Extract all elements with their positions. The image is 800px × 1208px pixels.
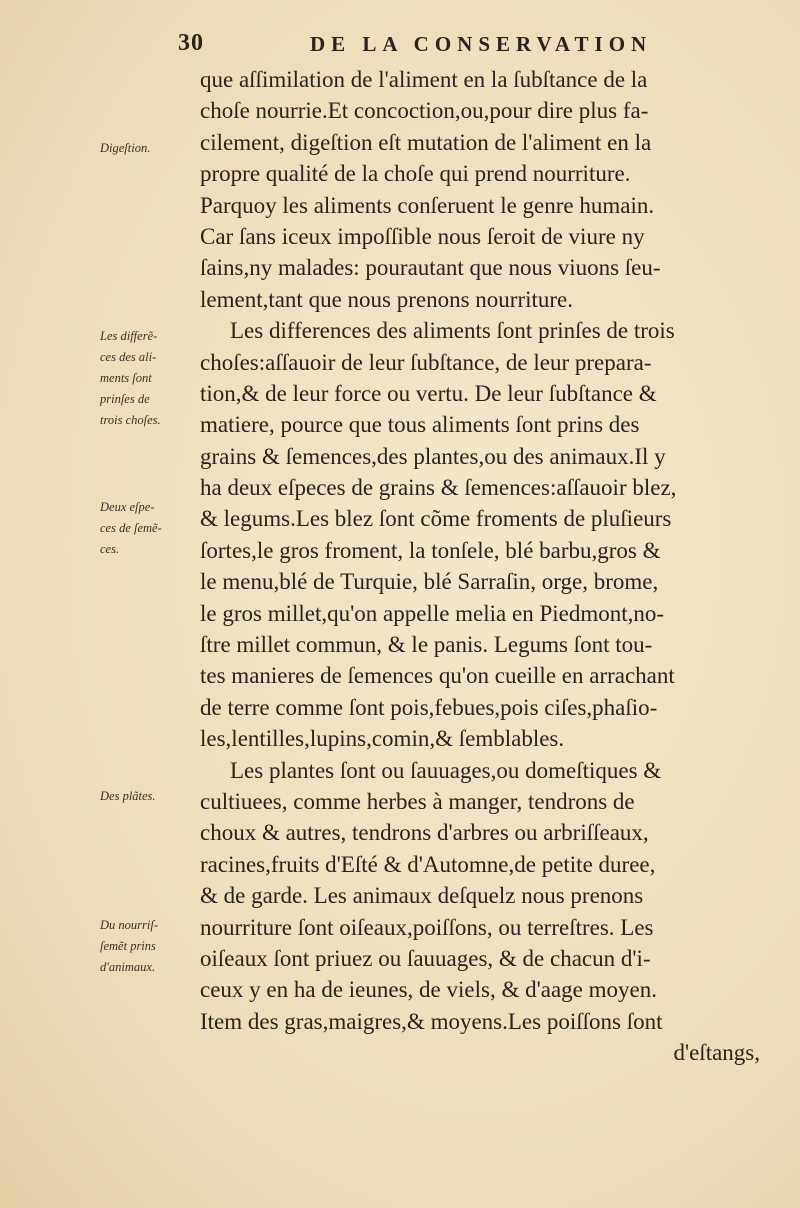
- text-line: cilement, digeſtion eſt mutation de l'aliment en la: [200, 129, 652, 155]
- text-line: tes manieres de ſemences qu'on cueille en arrachant: [200, 663, 675, 689]
- margin-note-animals: [100, 915, 196, 978]
- text-line: propre qualité de la choſe qui prend nourriture.: [200, 161, 631, 187]
- main-text-block: [200, 64, 780, 1069]
- margin-note-plants: [100, 786, 196, 807]
- margin-note-line: Digeſtion.: [100, 141, 151, 155]
- margin-note-line: Du nourriſ-: [100, 918, 158, 932]
- margin-note-line: prinſes de: [100, 392, 150, 406]
- text-line: Item des gras,maigres,& moyens.Les poiſſons ſont: [200, 1008, 663, 1034]
- margin-note-line: ces de ſemẽ-: [100, 521, 162, 535]
- margin-note-line: trois choſes.: [100, 413, 161, 427]
- margin-note-seeds: [100, 497, 196, 560]
- text-line: cultiuees, comme herbes à manger, tendrons de: [200, 788, 635, 814]
- margin-note-line: Les differẽ-: [100, 329, 158, 343]
- margin-note-differences: [100, 326, 196, 431]
- margin-note-line: Des plãtes.: [100, 789, 156, 803]
- text-line: choſes:aſſauoir de leur ſubſtance, de leur prepara-: [200, 349, 652, 375]
- text-line: tion,& de leur force ou vertu. De leur ſubſtance &: [200, 380, 657, 406]
- text-line: que aſſimilation de l'aliment en la ſubſtance de la: [200, 67, 648, 92]
- margin-note-line: Deux eſpe-: [100, 500, 155, 514]
- text-line: choux & autres, tendrons d'arbres ou arbriſſeaux,: [200, 820, 649, 846]
- margin-note-line: ces des ali-: [100, 350, 157, 364]
- text-line: racines,fruits d'Eſté & d'Automne,de petite duree,: [200, 851, 656, 877]
- margin-note-line: ces.: [100, 542, 120, 556]
- text-line: ſortes,le gros froment, la tonſele, blé barbu,gros &: [200, 537, 661, 563]
- text-line: oiſeaux ſont priuez ou ſauuages, & de chacun d'i-: [200, 945, 651, 971]
- text-line: le menu,blé de Turquie, blé Sarraſin, orge, brome,: [200, 569, 659, 595]
- page-number: 30: [178, 30, 204, 56]
- margin-note-line: ſemẽt prins: [100, 939, 156, 953]
- text-line: Les plantes ſont ou ſauuages,ou domeſtiques &: [230, 757, 662, 783]
- margin-note-line: d'animaux.: [100, 960, 156, 974]
- running-title: DE LA CONSERVATION: [310, 32, 653, 56]
- text-line: ha deux eſpeces de grains & ſemences:aſſauoir blez,: [200, 475, 677, 501]
- text-line: matiere, pource que tous aliments ſont prins des: [200, 412, 640, 438]
- margin-note-digestion: [100, 138, 196, 159]
- text-line: le gros millet,qu'on appelle melia en Piedmont,no-: [200, 600, 665, 626]
- text-line: ſains,ny malades: pourautant que nous viuons ſeu-: [200, 255, 661, 281]
- text-line: grains & ſemences,des plantes,ou des animaux.Il y: [200, 443, 666, 469]
- page-header: [178, 30, 778, 64]
- margin-note-line: ments ſont: [100, 371, 152, 385]
- text-line: nourriture ſont oiſeaux,poiſſons, ou terreſtres. Les: [200, 914, 654, 940]
- text-line: de terre comme ſont pois,febues,pois ciſes,phaſio-: [200, 694, 658, 720]
- text-line: Parquoy les aliments conſeruent le genre humain.: [200, 192, 655, 218]
- text-line: les,lentilles,lupins,comin,& ſemblables.: [200, 726, 565, 752]
- text-line: choſe nourrie.Et concoction,ou,pour dire plus fa-: [200, 98, 649, 124]
- text-line: ſtre millet commun, & le panis. Legums ſont tou-: [200, 632, 653, 658]
- text-line: lement,tant que nous prenons nourriture.: [200, 286, 574, 312]
- text-line: & de garde. Les animaux deſquelz nous prenons: [200, 883, 644, 909]
- text-line: ceux y en ha de ieunes, de viels, & d'aage moyen.: [200, 977, 657, 1003]
- text-line: Car ſans iceux impoſſible nous ſeroit de viure ny: [200, 223, 645, 249]
- text-line: & legums.Les blez ſont cõme froments de pluſieurs: [200, 506, 672, 532]
- catchword: d'eſtangs,: [673, 1040, 760, 1066]
- text-line: Les differences des aliments ſont prinſes de trois: [230, 318, 675, 344]
